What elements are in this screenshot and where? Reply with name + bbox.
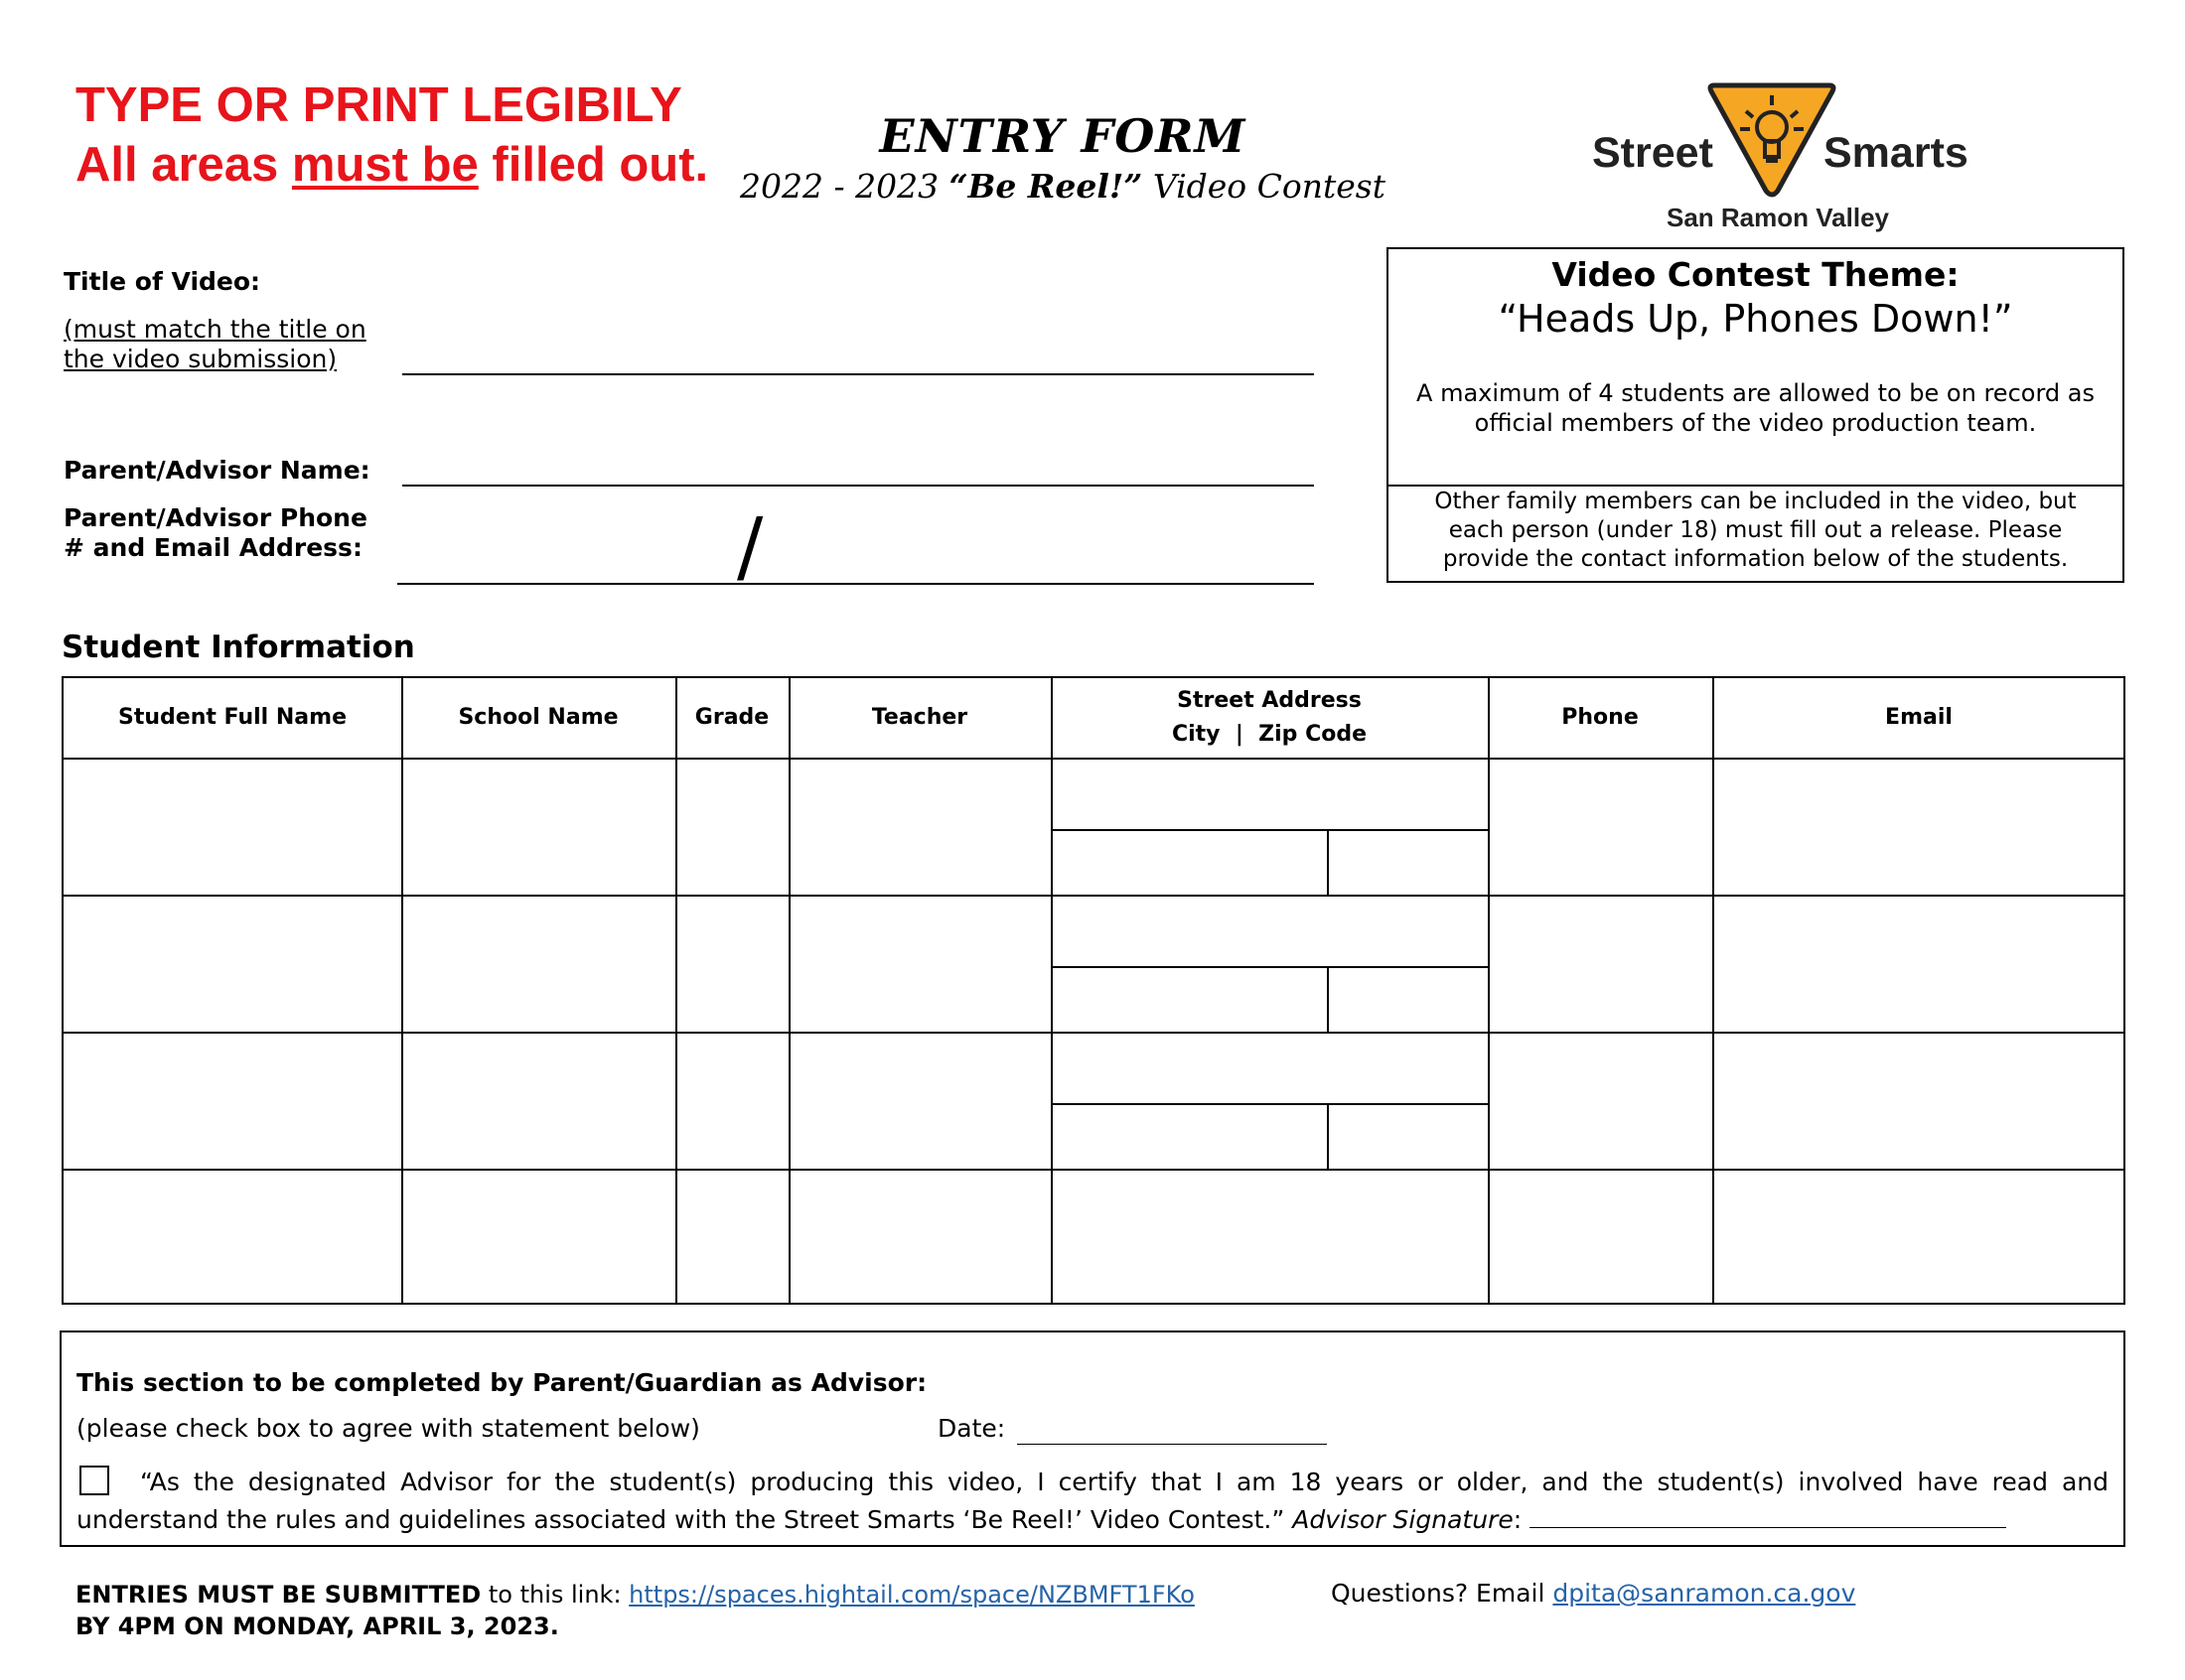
student-table xyxy=(62,676,2125,1305)
questions-contact xyxy=(1331,1579,1855,1608)
form-subtitle xyxy=(735,167,1390,206)
theme-note-family-release: Other family members can be included in the video, but each person (under 18) must fill out a release. Please provide the contact information below of the students. xyxy=(1434,489,2077,572)
col-header-phone: Phone xyxy=(1561,705,1639,730)
col-header-school: School Name xyxy=(458,705,619,730)
entries-bold: ENTRIES MUST BE SUBMITTED xyxy=(75,1581,482,1609)
logo-word-smarts: Smarts xyxy=(1823,129,1968,177)
title-hint-line2: the video submission) xyxy=(64,345,338,373)
theme-divider xyxy=(1388,485,2122,487)
col-divider xyxy=(401,678,403,1303)
city-zip-divider xyxy=(1327,966,1329,1032)
fill-out-warning xyxy=(75,138,709,192)
title-hint-line1: (must match the title on xyxy=(64,315,366,344)
logo-word-street: Street xyxy=(1592,129,1713,177)
student-name-cell[interactable] xyxy=(64,1171,399,1304)
col-header-address-line1: Street Address xyxy=(1177,688,1362,713)
student-name-cell[interactable] xyxy=(64,1034,399,1169)
title-of-video-field[interactable] xyxy=(402,373,1314,375)
col-header-grade: Grade xyxy=(694,705,770,730)
advisor-heading: This section to be completed by Parent/Guardian as Advisor: xyxy=(76,1368,928,1397)
theme-box xyxy=(1386,247,2124,583)
parent-contact-label-line1: Parent/Advisor Phone xyxy=(64,503,367,532)
col-divider xyxy=(675,678,677,1303)
submission-link[interactable]: https://spaces.hightail.com/space/NZBMFT1FKo xyxy=(629,1581,1195,1609)
questions-text: Questions? Email xyxy=(1331,1579,1553,1608)
student-info-title: Student Information xyxy=(62,630,415,665)
contact-email-link[interactable]: dpita@sanramon.ca.gov xyxy=(1552,1579,1856,1608)
city-zip-divider xyxy=(1327,1103,1329,1169)
submission-line1 xyxy=(75,1579,1195,1610)
theme-text: “Heads Up, Phones Down!” xyxy=(1498,297,2013,341)
theme-note-max-students: A maximum of 4 students are allowed to be on record as official members of the video production team. xyxy=(1416,379,2095,437)
student-name-cell[interactable] xyxy=(64,760,399,895)
advisor-instruction: (please check box to agree with statement below) xyxy=(76,1414,700,1443)
logo-subtitle: San Ramon Valley xyxy=(1667,203,1889,232)
theme-heading: Video Contest Theme: xyxy=(1551,255,1960,294)
col-header-name: Student Full Name xyxy=(118,705,347,730)
address-split xyxy=(1051,829,1488,831)
col-header-address xyxy=(1051,678,1488,758)
agree-checkbox[interactable] xyxy=(79,1466,109,1495)
statement-text: “As the designated Advisor for the student(s) producing this video, I certify that I am 18 years or older, and the student(s) involved have read and understand the rules and guidelines associated with the Street Smarts ‘Be Reel!’ Video Contest.” xyxy=(76,1468,2109,1534)
parent-contact-field[interactable] xyxy=(397,583,1314,585)
subtitle-years: 2022 - 2023 xyxy=(739,167,949,206)
advisor-section xyxy=(60,1330,2125,1547)
address-split xyxy=(1051,1103,1488,1105)
col-header-address-line2: City | Zip Code xyxy=(1171,722,1368,747)
warning-post: filled out. xyxy=(478,138,709,192)
col-divider xyxy=(1051,678,1053,1303)
date-field[interactable] xyxy=(1017,1444,1327,1445)
signature-colon: : xyxy=(1513,1505,1523,1534)
lightbulb-triangle-icon xyxy=(1706,81,1837,199)
parent-contact-label-line2: # and Email Address: xyxy=(64,533,363,562)
col-header-email: Email xyxy=(1885,705,1953,730)
warning-pre: All areas xyxy=(75,138,292,192)
signature-label: Advisor Signature xyxy=(1292,1505,1514,1534)
parent-name-field[interactable] xyxy=(402,485,1314,487)
signature-field[interactable] xyxy=(1530,1507,2006,1528)
col-divider xyxy=(789,678,791,1303)
subtitle-contest-name: “Be Reel!” xyxy=(948,167,1143,206)
student-name-cell[interactable] xyxy=(64,897,399,1032)
city-zip-divider xyxy=(1327,829,1329,895)
subtitle-post: Video Contest xyxy=(1142,167,1386,206)
title-of-video-label: Title of Video: xyxy=(64,267,261,296)
phone-email-separator: / xyxy=(737,502,764,592)
col-header-teacher: Teacher xyxy=(871,705,968,730)
form-title: ENTRY FORM xyxy=(879,109,1246,163)
entries-text: to this link: xyxy=(481,1581,630,1609)
parent-name-label: Parent/Advisor Name: xyxy=(64,456,370,485)
date-label: Date: xyxy=(938,1414,1006,1443)
warning-underlined: must be xyxy=(291,138,479,192)
advisor-statement xyxy=(76,1464,2109,1539)
col-divider xyxy=(1488,678,1490,1303)
address-split xyxy=(1051,966,1488,968)
deadline: BY 4PM ON MONDAY, APRIL 3, 2023. xyxy=(75,1612,559,1640)
col-divider xyxy=(1712,678,1714,1303)
legibility-warning: TYPE OR PRINT LEGIBILY xyxy=(75,78,682,132)
submission-info xyxy=(75,1579,1195,1642)
